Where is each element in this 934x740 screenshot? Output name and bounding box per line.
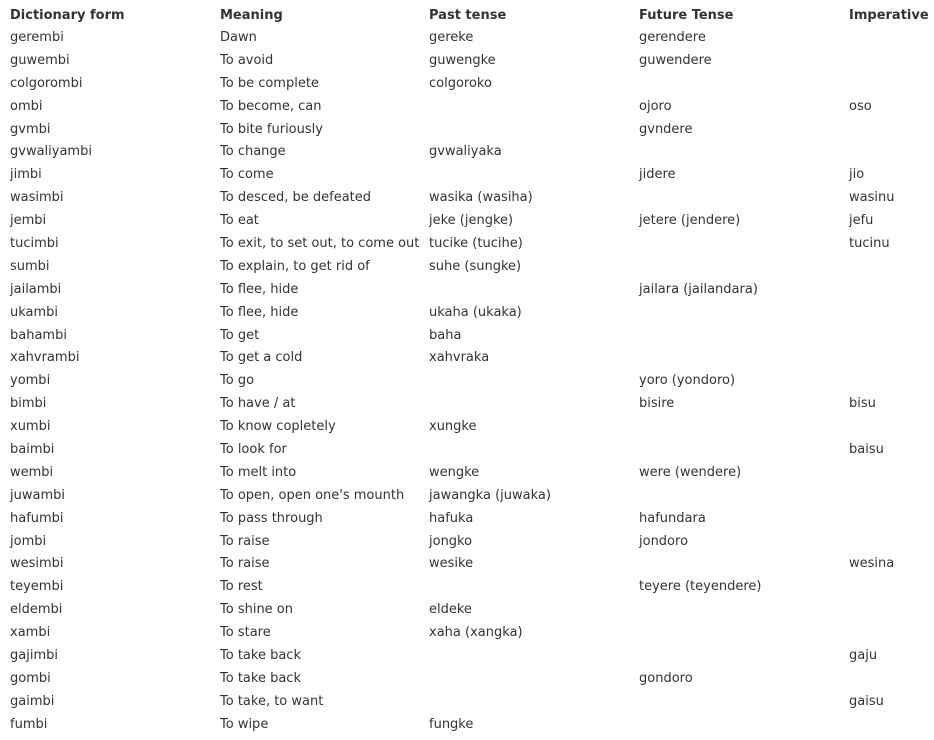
- cell-dictionary-form: yombi: [10, 373, 51, 389]
- cell-past-tense: [429, 95, 639, 118]
- cell-meaning: To come: [220, 167, 274, 183]
- cell-dictionary-form: bimbi: [10, 396, 47, 412]
- table-row: [10, 461, 934, 484]
- cell-imperative: [849, 415, 934, 438]
- cell-meaning: To have / at: [220, 396, 296, 412]
- cell-meaning: Dawn: [220, 29, 257, 45]
- cell-future-tense: [639, 438, 849, 461]
- table-row: [10, 163, 934, 186]
- cell-imperative: [849, 621, 934, 644]
- cell-meaning: To desced, be defeated: [220, 190, 372, 206]
- cell-future-tense: [639, 186, 849, 209]
- cell-future-tense: [639, 232, 849, 255]
- table-row: [10, 95, 934, 118]
- cell-meaning: To know copletely: [220, 419, 336, 435]
- cell-meaning: To bite furiously: [220, 121, 323, 137]
- cell-past-tense: gvwaliyaka: [429, 144, 502, 160]
- cell-imperative: wasinu: [849, 190, 895, 206]
- cell-meaning: To go: [220, 373, 255, 389]
- table-row: [10, 346, 934, 369]
- cell-future-tense: [639, 255, 849, 278]
- cell-dictionary-form: wasimbi: [10, 190, 64, 206]
- header-row: [10, 4, 934, 26]
- cell-meaning: To take, to want: [220, 693, 324, 709]
- cell-meaning: To get: [220, 327, 260, 343]
- cell-past-tense: [429, 118, 639, 141]
- cell-future-tense: hafundara: [639, 510, 706, 526]
- cell-dictionary-form: eldembi: [10, 602, 63, 618]
- cell-future-tense: [639, 621, 849, 644]
- cell-meaning: To pass through: [220, 510, 323, 526]
- cell-meaning: To wipe: [220, 716, 269, 732]
- cell-imperative: [849, 72, 934, 95]
- cell-past-tense: [429, 369, 639, 392]
- cell-dictionary-form: wesimbi: [10, 556, 64, 572]
- cell-dictionary-form: jimbi: [10, 167, 42, 183]
- verb-conjugation-table: [10, 4, 934, 736]
- cell-past-tense: [429, 667, 639, 690]
- cell-past-tense: baha: [429, 327, 462, 343]
- cell-dictionary-form: bahambi: [10, 327, 67, 343]
- cell-past-tense: xahvraka: [429, 350, 490, 366]
- cell-dictionary-form: gerembi: [10, 29, 64, 45]
- cell-past-tense: [429, 644, 639, 667]
- cell-dictionary-form: xahvrambi: [10, 350, 80, 366]
- cell-dictionary-form: baimbi: [10, 441, 55, 457]
- cell-future-tense: [639, 72, 849, 95]
- cell-meaning: To raise: [220, 533, 270, 549]
- cell-dictionary-form: fumbi: [10, 716, 48, 732]
- cell-imperative: [849, 598, 934, 621]
- cell-imperative: [849, 49, 934, 72]
- cell-imperative: [849, 484, 934, 507]
- table-row: [10, 713, 934, 736]
- cell-imperative: [849, 140, 934, 163]
- table-row: [10, 209, 934, 232]
- cell-future-tense: teyere (teyendere): [639, 579, 762, 595]
- cell-dictionary-form: gaimbi: [10, 693, 55, 709]
- cell-imperative: [849, 346, 934, 369]
- cell-future-tense: [639, 301, 849, 324]
- cell-imperative: [849, 461, 934, 484]
- cell-future-tense: jetere (jendere): [639, 213, 741, 229]
- cell-meaning: To take back: [220, 647, 301, 663]
- cell-imperative: [849, 369, 934, 392]
- cell-future-tense: gondoro: [639, 670, 693, 686]
- cell-future-tense: gerendere: [639, 29, 706, 45]
- cell-future-tense: were (wendere): [639, 464, 742, 480]
- cell-dictionary-form: hafumbi: [10, 510, 64, 526]
- cell-meaning: To open, open one's mounth: [220, 487, 405, 503]
- cell-past-tense: [429, 163, 639, 186]
- cell-dictionary-form: sumbi: [10, 258, 50, 274]
- cell-meaning: To stare: [220, 625, 271, 641]
- cell-future-tense: yoro (yondoro): [639, 373, 736, 389]
- cell-past-tense: wengke: [429, 464, 480, 480]
- cell-past-tense: jawangka (juwaka): [429, 487, 551, 503]
- cell-dictionary-form: gvwaliyambi: [10, 144, 92, 160]
- cell-past-tense: wesike: [429, 556, 474, 572]
- cell-future-tense: ojoro: [639, 98, 672, 114]
- cell-imperative: tucinu: [849, 235, 890, 251]
- table-row: [10, 255, 934, 278]
- table-row: [10, 186, 934, 209]
- cell-past-tense: gereke: [429, 29, 474, 45]
- table-row: [10, 49, 934, 72]
- cell-meaning: To raise: [220, 556, 270, 572]
- cell-meaning: To rest: [220, 579, 263, 595]
- cell-past-tense: [429, 278, 639, 301]
- cell-dictionary-form: jailambi: [10, 281, 62, 297]
- cell-imperative: baisu: [849, 441, 884, 457]
- table-row: [10, 575, 934, 598]
- table-row: [10, 392, 934, 415]
- cell-dictionary-form: tucimbi: [10, 235, 59, 251]
- cell-imperative: wesina: [849, 556, 895, 572]
- cell-dictionary-form: ombi: [10, 98, 43, 114]
- table-row: [10, 232, 934, 255]
- cell-meaning: To flee, hide: [220, 304, 299, 320]
- cell-meaning: To explain, to get rid of: [220, 258, 370, 274]
- cell-past-tense: jeke (jengke): [429, 213, 514, 229]
- cell-past-tense: ukaha (ukaka): [429, 304, 522, 320]
- table-row: [10, 301, 934, 324]
- cell-past-tense: xungke: [429, 419, 477, 435]
- cell-dictionary-form: jembi: [10, 213, 47, 229]
- table-row: [10, 415, 934, 438]
- cell-dictionary-form: colgorombi: [10, 75, 83, 91]
- cell-future-tense: guwendere: [639, 52, 712, 68]
- cell-future-tense: [639, 484, 849, 507]
- cell-dictionary-form: juwambi: [10, 487, 65, 503]
- cell-imperative: jefu: [849, 213, 874, 229]
- cell-future-tense: gvndere: [639, 121, 693, 137]
- table-row: [10, 598, 934, 621]
- cell-dictionary-form: guwembi: [10, 52, 70, 68]
- cell-future-tense: [639, 690, 849, 713]
- cell-future-tense: bisire: [639, 396, 675, 412]
- cell-past-tense: [429, 575, 639, 598]
- cell-past-tense: suhe (sungke): [429, 258, 522, 274]
- cell-future-tense: [639, 644, 849, 667]
- cell-future-tense: [639, 598, 849, 621]
- table-row: [10, 667, 934, 690]
- cell-dictionary-form: ukambi: [10, 304, 59, 320]
- table-row: [10, 118, 934, 141]
- header-imperative: Imperative: [849, 7, 929, 23]
- cell-past-tense: colgoroko: [429, 75, 492, 91]
- table-row: [10, 26, 934, 49]
- cell-meaning: To take back: [220, 670, 301, 686]
- cell-imperative: [849, 255, 934, 278]
- cell-past-tense: wasika (wasiha): [429, 190, 533, 206]
- cell-meaning: To get a cold: [220, 350, 303, 366]
- cell-future-tense: jailara (jailandara): [639, 281, 758, 297]
- cell-past-tense: [429, 438, 639, 461]
- cell-imperative: [849, 507, 934, 530]
- cell-future-tense: [639, 415, 849, 438]
- cell-imperative: [849, 530, 934, 553]
- table-row: [10, 644, 934, 667]
- cell-imperative: [849, 278, 934, 301]
- cell-future-tense: [639, 324, 849, 347]
- table-row: [10, 438, 934, 461]
- cell-dictionary-form: gombi: [10, 670, 51, 686]
- cell-meaning: To flee, hide: [220, 281, 299, 297]
- header-meaning: Meaning: [220, 7, 283, 23]
- cell-future-tense: [639, 713, 849, 736]
- cell-past-tense: eldeke: [429, 602, 472, 618]
- table-body: [10, 26, 934, 736]
- table-row: [10, 369, 934, 392]
- table-row: [10, 530, 934, 553]
- table-row: [10, 552, 934, 575]
- cell-dictionary-form: xumbi: [10, 419, 51, 435]
- table-row: [10, 690, 934, 713]
- table-row: [10, 278, 934, 301]
- header-dictionary-form: Dictionary form: [10, 7, 125, 23]
- cell-meaning: To eat: [220, 213, 259, 229]
- cell-past-tense: [429, 690, 639, 713]
- cell-imperative: gaisu: [849, 693, 884, 709]
- cell-past-tense: xaha (xangka): [429, 625, 523, 641]
- header-future-tense: Future Tense: [639, 7, 734, 23]
- cell-future-tense: [639, 140, 849, 163]
- cell-past-tense: fungke: [429, 716, 474, 732]
- cell-imperative: [849, 324, 934, 347]
- cell-meaning: To change: [220, 144, 286, 160]
- cell-dictionary-form: xambi: [10, 625, 51, 641]
- table-row: [10, 72, 934, 95]
- cell-past-tense: tucike (tucihe): [429, 235, 523, 251]
- table-row: [10, 484, 934, 507]
- cell-imperative: [849, 575, 934, 598]
- cell-meaning: To exit, to set out, to come out: [220, 235, 420, 251]
- table-row: [10, 324, 934, 347]
- cell-meaning: To look for: [220, 441, 287, 457]
- cell-dictionary-form: wembi: [10, 464, 54, 480]
- cell-imperative: jio: [849, 167, 865, 183]
- cell-imperative: [849, 118, 934, 141]
- table-row: [10, 140, 934, 163]
- cell-dictionary-form: teyembi: [10, 579, 64, 595]
- cell-future-tense: [639, 552, 849, 575]
- cell-future-tense: jidere: [639, 167, 676, 183]
- table-row: [10, 621, 934, 644]
- cell-future-tense: jondoro: [639, 533, 689, 549]
- cell-dictionary-form: gvmbi: [10, 121, 51, 137]
- cell-imperative: gaju: [849, 647, 878, 663]
- table-row: [10, 507, 934, 530]
- cell-imperative: [849, 301, 934, 324]
- cell-dictionary-form: jombi: [10, 533, 47, 549]
- cell-imperative: bisu: [849, 396, 876, 412]
- cell-dictionary-form: gajimbi: [10, 647, 58, 663]
- header-past-tense: Past tense: [429, 7, 507, 23]
- cell-imperative: oso: [849, 98, 872, 114]
- cell-meaning: To become, can: [220, 98, 322, 114]
- cell-meaning: To shine on: [220, 602, 294, 618]
- cell-imperative: [849, 667, 934, 690]
- cell-meaning: To melt into: [220, 464, 297, 480]
- cell-past-tense: guwengke: [429, 52, 496, 68]
- cell-imperative: [849, 713, 934, 736]
- cell-future-tense: [639, 346, 849, 369]
- cell-past-tense: [429, 392, 639, 415]
- cell-meaning: To avoid: [220, 52, 274, 68]
- cell-meaning: To be complete: [220, 75, 319, 91]
- cell-past-tense: hafuka: [429, 510, 474, 526]
- cell-imperative: [849, 26, 934, 49]
- cell-past-tense: jongko: [429, 533, 473, 549]
